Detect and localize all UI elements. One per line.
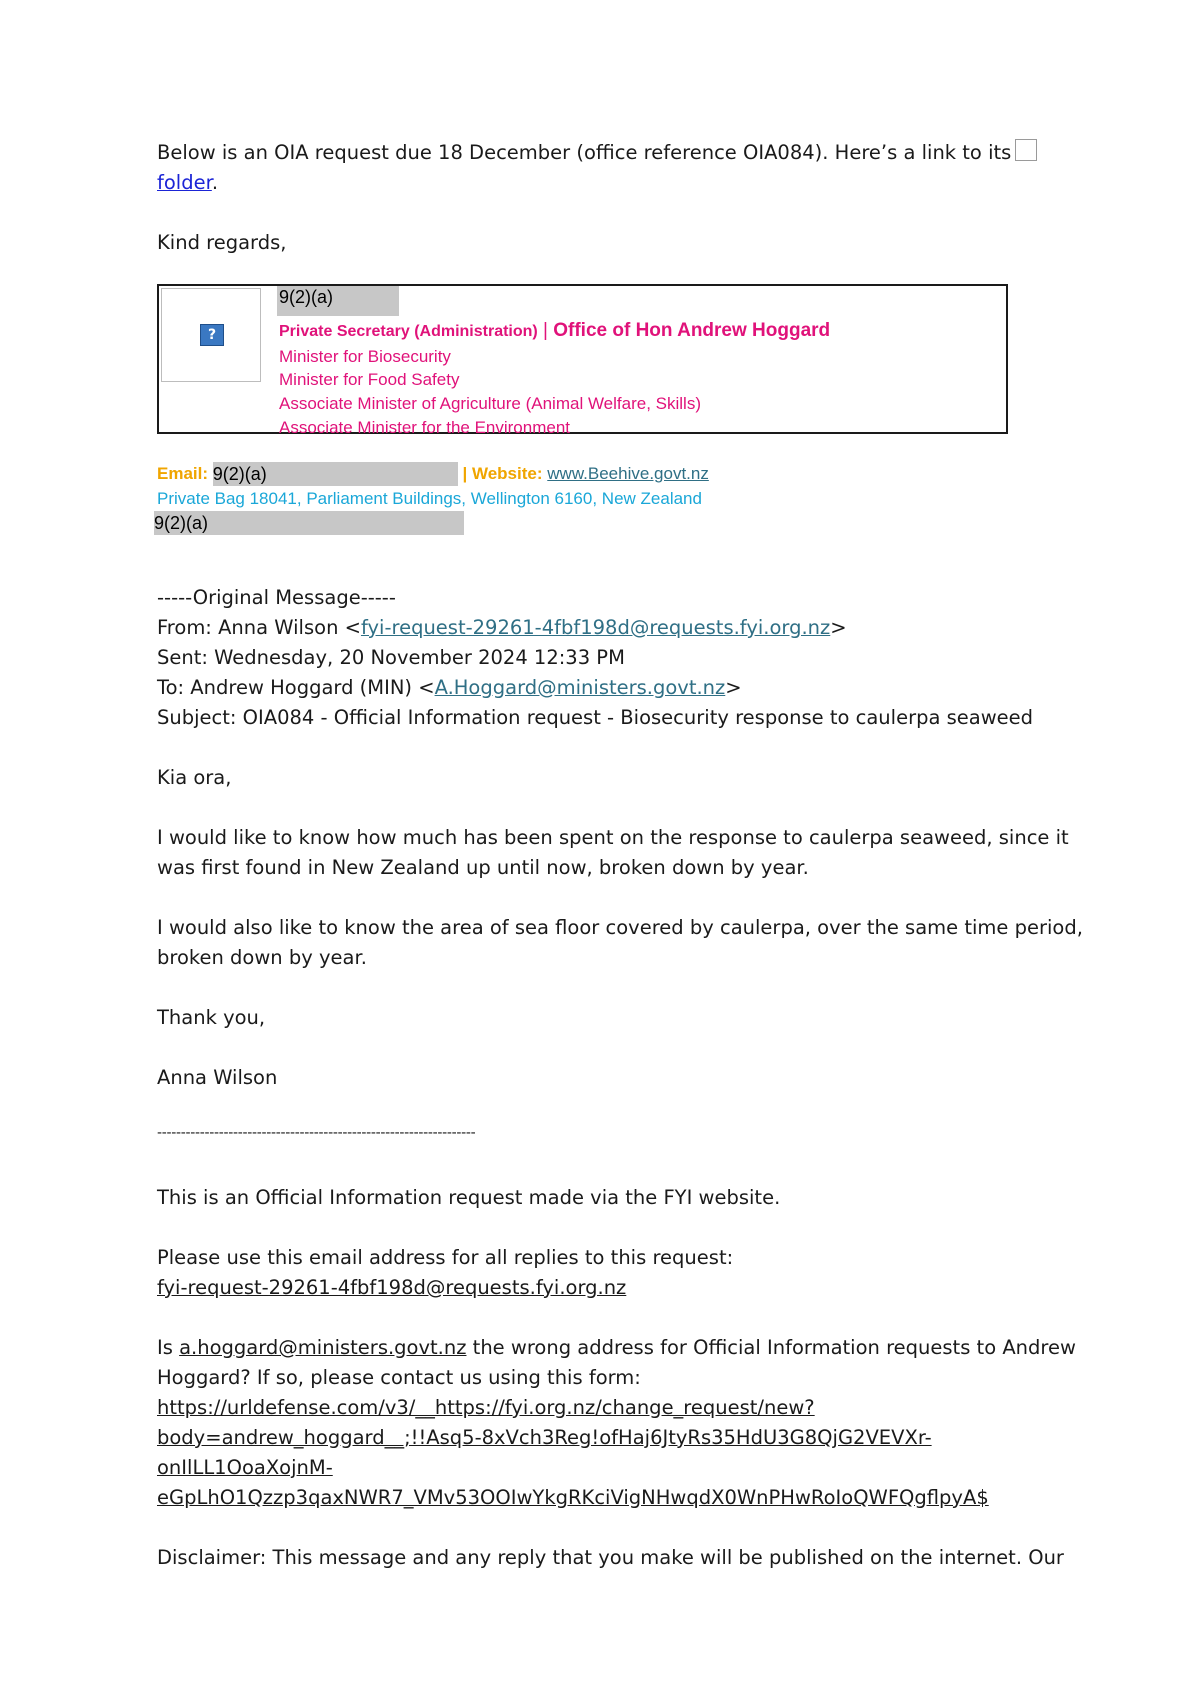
wrong-email-link[interactable]: a.hoggard@ministers.govt.nz: [179, 1336, 467, 1359]
missing-image-icon: ?: [200, 324, 224, 346]
reply-email-line: [157, 1273, 626, 1303]
website-link[interactable]: www.Beehive.govt.nz: [547, 464, 709, 483]
wrong-prefix: Is: [157, 1336, 180, 1359]
wrong-suffix: the wrong address for Official Information requests to Andrew: [466, 1336, 1076, 1359]
sender-name: Anna Wilson: [157, 1066, 278, 1089]
greeting: Kia ora,: [157, 766, 232, 789]
wrong-address-line2: Hoggard? If so, please contact us using this form:: [157, 1366, 641, 1389]
thanks: Thank you,: [157, 1006, 266, 1029]
change-request-link-2[interactable]: body=andrew_hoggard__;!!Asq5-8xVch3Reg!ofHaj6JtyRs35HdU3G8QjG2VEVXr-: [157, 1426, 932, 1449]
folder-period: .: [211, 171, 219, 194]
folder-link[interactable]: folder: [157, 171, 212, 194]
contact-extra-line: [154, 511, 464, 536]
contact-email-line: [157, 462, 709, 486]
to-line: [157, 673, 742, 703]
para2-line2: broken down by year.: [157, 946, 367, 969]
folder-line: [157, 168, 218, 198]
from-email-link[interactable]: fyi-request-29261-4fbf198d@requests.fyi.org.nz: [360, 616, 831, 639]
footer-line1: This is an Official Information request made via the FYI website.: [157, 1186, 781, 1209]
original-message-header: -----Original Message-----: [157, 586, 396, 609]
email-label: Email:: [157, 464, 209, 483]
change-request-link-4[interactable]: eGpLhO1Qzzp3qaxNWR7_VMv53OOIwYkgRKciVigNHwqdX0WnPHwRoIoQWFQgflpyA$: [157, 1486, 989, 1509]
footer-line2: Please use this email address for all replies to this request:: [157, 1246, 734, 1269]
from-close: >: [830, 616, 847, 639]
reply-email-link[interactable]: fyi-request-29261-4fbf198d@requests.fyi.org.nz: [157, 1276, 627, 1299]
para1-line2: was first found in New Zealand up until now, broken down by year.: [157, 856, 809, 879]
contact-separator: |: [462, 464, 472, 483]
change-request-url-line1: [157, 1393, 815, 1423]
signature-title-2: Minister for Food Safety: [279, 370, 460, 389]
signature-title-1: Minister for Biosecurity: [279, 347, 451, 366]
to-email-link[interactable]: A.Hoggard@ministers.govt.nz: [434, 676, 726, 699]
to-close: >: [725, 676, 742, 699]
signature-title-3: Associate Minister of Agriculture (Animal Welfare, Skills): [279, 394, 701, 413]
broken-image-icon: [1015, 139, 1037, 161]
subject-line: Subject: OIA084 - Official Information request - Biosecurity response to caulerpa seaweed: [157, 706, 1034, 729]
from-line: [157, 613, 847, 643]
intro-line: [157, 138, 1037, 168]
contact-address: Private Bag 18041, Parliament Buildings, Wellington 6160, New Zealand: [157, 489, 702, 508]
change-request-url-line2: [157, 1423, 932, 1453]
disclaimer: Disclaimer: This message and any reply that you make will be published on the internet. Our: [157, 1546, 1064, 1569]
change-request-link-3[interactable]: onIlLL1OoaXojnM-: [157, 1456, 333, 1479]
signature-role: Private Secretary (Administration): [279, 323, 538, 340]
regards: Kind regards,: [157, 231, 287, 254]
divider: -------------------------------------------------------------------: [157, 1125, 476, 1141]
signature-office: Office of Hon Andrew Hoggard: [553, 320, 831, 341]
extra-redaction: 9(2)(a): [154, 511, 464, 535]
change-request-url-line3: [157, 1453, 333, 1483]
change-request-url-line4: [157, 1483, 989, 1513]
change-request-link-1[interactable]: https://urldefense.com/v3/__https://fyi.org.nz/change_request/new?: [157, 1396, 815, 1419]
para1-line1: I would like to know how much has been spent on the response to caulerpa seaweed, since it: [157, 826, 1069, 849]
intro-text: Below is an OIA request due 18 December (office reference OIA084). Here’s a link to its: [157, 141, 1012, 164]
to-label: To: Andrew Hoggard (MIN) <: [157, 676, 435, 699]
para2-line1: I would also like to know the area of sea floor covered by caulerpa, over the same time period,: [157, 916, 1083, 939]
signature-image-placeholder: [161, 288, 261, 382]
signature-separator: |: [537, 320, 554, 341]
website-label: Website:: [471, 464, 543, 483]
from-label: From: Anna Wilson <: [157, 616, 361, 639]
email-redaction: 9(2)(a): [213, 462, 458, 486]
signature-block: [157, 284, 1008, 437]
wrong-address-line: [157, 1333, 1076, 1363]
signature-redaction: 9(2)(a): [277, 286, 399, 316]
sent-line: Sent: Wednesday, 20 November 2024 12:33 PM: [157, 646, 625, 669]
signature-title-4: Associate Minister for the Environment: [279, 418, 571, 437]
